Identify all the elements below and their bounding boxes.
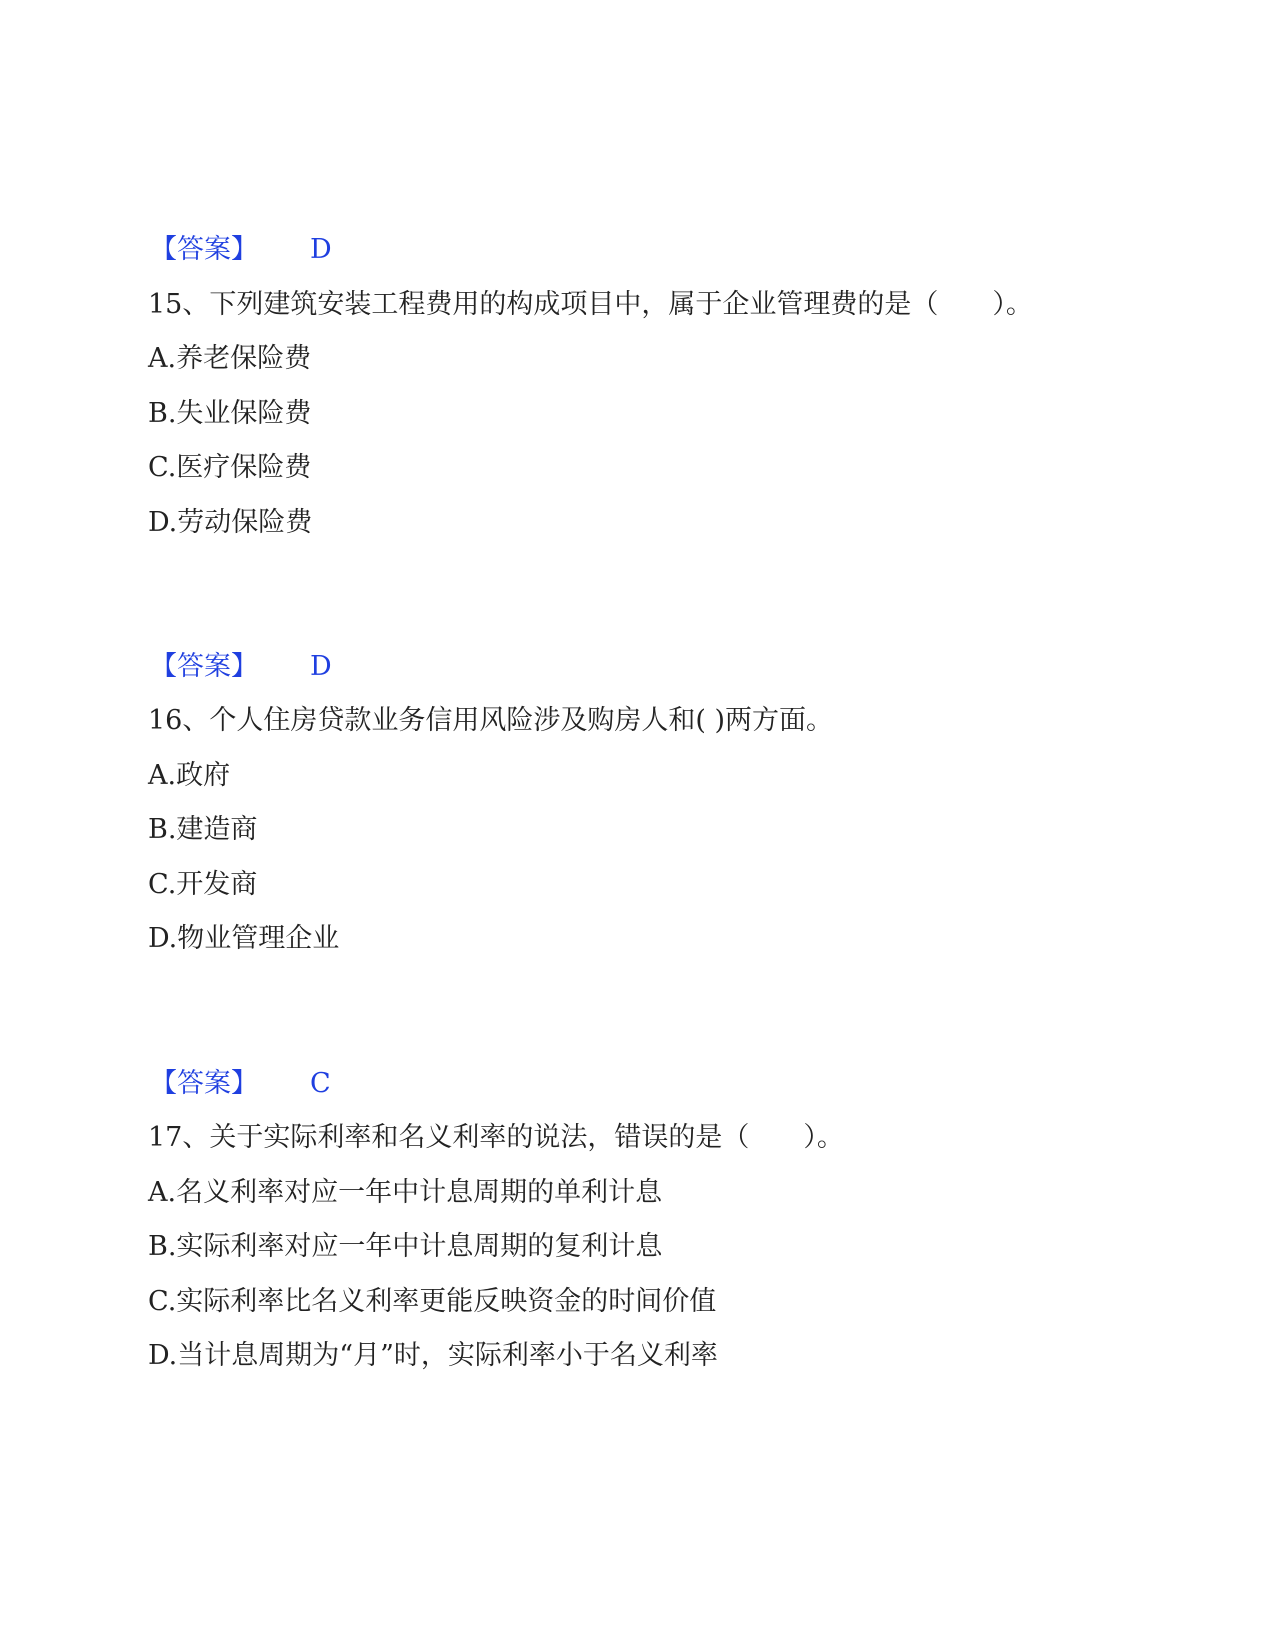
option-a: A.养老保险费 bbox=[148, 343, 312, 374]
question-text: 17、关于实际利率和名义利率的说法，错误的是（ ）。 bbox=[148, 1122, 844, 1153]
option-b: B.建造商 bbox=[148, 814, 258, 845]
question-text: 15、下列建筑安装工程费用的构成项目中，属于企业管理费的是（ ）。 bbox=[148, 289, 1033, 320]
answer-line bbox=[150, 232, 332, 268]
option-a: A.政府 bbox=[148, 760, 231, 791]
question-text: 16、个人住房贷款业务信用风险涉及购房人和( )两方面。 bbox=[148, 705, 834, 736]
option-c: C.医疗保险费 bbox=[148, 452, 312, 483]
answer-value: C bbox=[310, 1068, 331, 1099]
answer-line bbox=[150, 1066, 331, 1102]
option-d: D.当计息周期为“月”时，实际利率小于名义利率 bbox=[148, 1340, 718, 1371]
answer-label: 【答案】 bbox=[150, 234, 258, 265]
option-d: D.物业管理企业 bbox=[148, 923, 340, 954]
option-c: C.开发商 bbox=[148, 869, 258, 900]
answer-value: D bbox=[310, 651, 332, 682]
option-c: C.实际利率比名义利率更能反映资金的时间价值 bbox=[148, 1286, 717, 1317]
option-b: B.实际利率对应一年中计息周期的复利计息 bbox=[148, 1231, 663, 1262]
answer-value: D bbox=[310, 234, 332, 265]
option-d: D.劳动保险费 bbox=[148, 507, 313, 538]
answer-label: 【答案】 bbox=[150, 1068, 258, 1099]
answer-label: 【答案】 bbox=[150, 651, 258, 682]
option-a: A.名义利率对应一年中计息周期的单利计息 bbox=[148, 1177, 663, 1208]
answer-line bbox=[150, 649, 332, 685]
option-b: B.失业保险费 bbox=[148, 398, 312, 429]
